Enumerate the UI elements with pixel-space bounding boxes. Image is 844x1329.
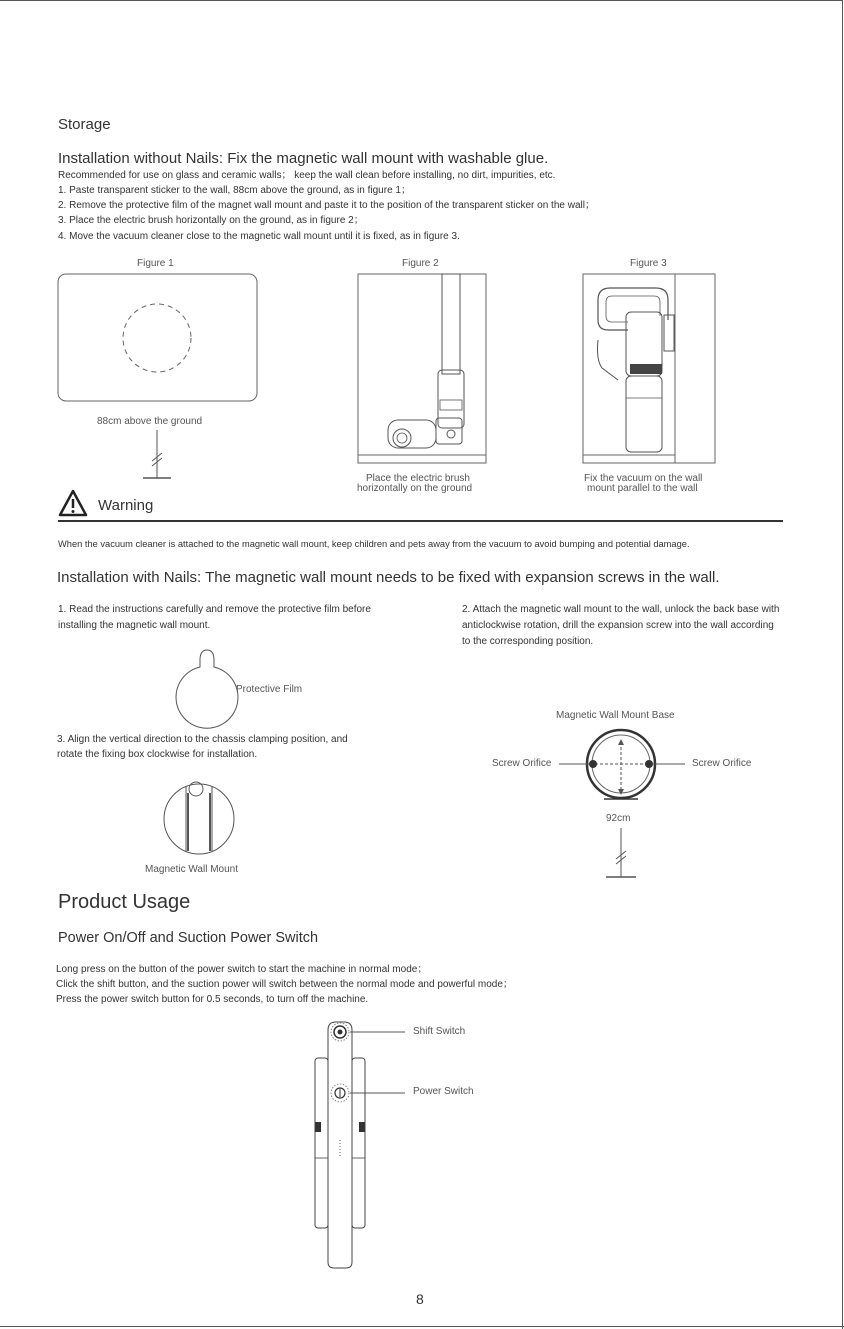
power-switch-label: Power Switch (413, 1086, 474, 1097)
usage-line-2: Press the power switch button for 0.5 seconds, to turn off the machine. (56, 994, 369, 1005)
screw-orifice-right-label: Screw Orifice (692, 758, 752, 769)
height-92cm-label: 92cm (606, 813, 631, 824)
nails-step2-line3: to the corresponding position. (462, 636, 594, 647)
usage-line-1: Click the shift button, and the suction power will switch between the normal mode and powerful mode； (56, 979, 513, 990)
warning-text: When the vacuum cleaner is attached to the magnetic wall mount, keep children and pets away from the vacuum to avoid bumping and potential damage. (58, 539, 690, 549)
storage-line-3: 3. Place the electric brush horizontally on the ground, as in figure 2； (58, 215, 364, 226)
storage-line-4: 4. Move the vacuum cleaner close to the magnetic wall mount until it is fixed, as in figure 3. (58, 231, 460, 242)
screw-orifice-left-label: Screw Orifice (492, 758, 552, 769)
figure-3-caption-line2: mount parallel to the wall (587, 483, 698, 494)
mount-base-label: Magnetic Wall Mount Base (556, 710, 675, 721)
vacuum-body-left (315, 1058, 328, 1228)
nails-step1-line1: 1. Read the instructions carefully and remove the protective film before (58, 604, 371, 615)
usage-subheading: Power On/Off and Suction Power Switch (58, 930, 319, 946)
figure-3-caption-line1: Fix the vacuum on the wall (584, 473, 703, 484)
figure-2-caption-line1: Place the electric brush (366, 473, 470, 484)
nails-heading: Installation with Nails: The magnetic wall mount needs to be fixed with expansion screws in the wall. (57, 569, 720, 586)
warning-label: Warning (98, 497, 154, 514)
usage-heading: Product Usage (58, 891, 191, 913)
figure-2-title: Figure 2 (402, 258, 439, 269)
storage-line-2: 2. Remove the protective film of the magnet wall mount and paste it to the position of the transparent sticker on the wall； (58, 200, 595, 211)
shift-switch-label: Shift Switch (413, 1026, 466, 1037)
protective-film-label: Protective Film (236, 684, 303, 695)
storage-subheading: Installation without Nails: Fix the magnetic wall mount with washable glue. (58, 150, 549, 167)
figure-1-title: Figure 1 (137, 258, 174, 269)
nails-step3-line1: 3. Align the vertical direction to the chassis clamping position, and (57, 734, 348, 745)
page-number: 8 (416, 1291, 424, 1307)
storage-heading: Storage (58, 116, 111, 133)
figure-1-caption: 88cm above the ground (97, 416, 203, 427)
magnetic-wall-mount-label: Magnetic Wall Mount (145, 864, 238, 875)
storage-line-0: Recommended for use on glass and ceramic walls； keep the wall clean before installing, no dirt, impurities, etc. (58, 170, 556, 181)
nails-step1-line2: installing the magnetic wall mount. (58, 620, 211, 631)
figure-2-caption-line2: horizontally on the ground (357, 483, 473, 494)
nails-step3-line2: rotate the fixing box clockwise for installation. (57, 749, 258, 760)
vacuum-body-right (352, 1058, 365, 1228)
figure-3-title: Figure 3 (630, 258, 667, 269)
usage-line-0: Long press on the button of the power switch to start the machine in normal mode； (56, 964, 428, 975)
storage-line-1: 1. Paste transparent sticker to the wall, 88cm above the ground, as in figure 1； (58, 185, 411, 196)
nails-step2-line2: anticlockwise rotation, drill the expansion screw into the wall according (462, 620, 774, 631)
nails-step2-line1: 2. Attach the magnetic wall mount to the wall, unlock the back base with (462, 604, 780, 615)
